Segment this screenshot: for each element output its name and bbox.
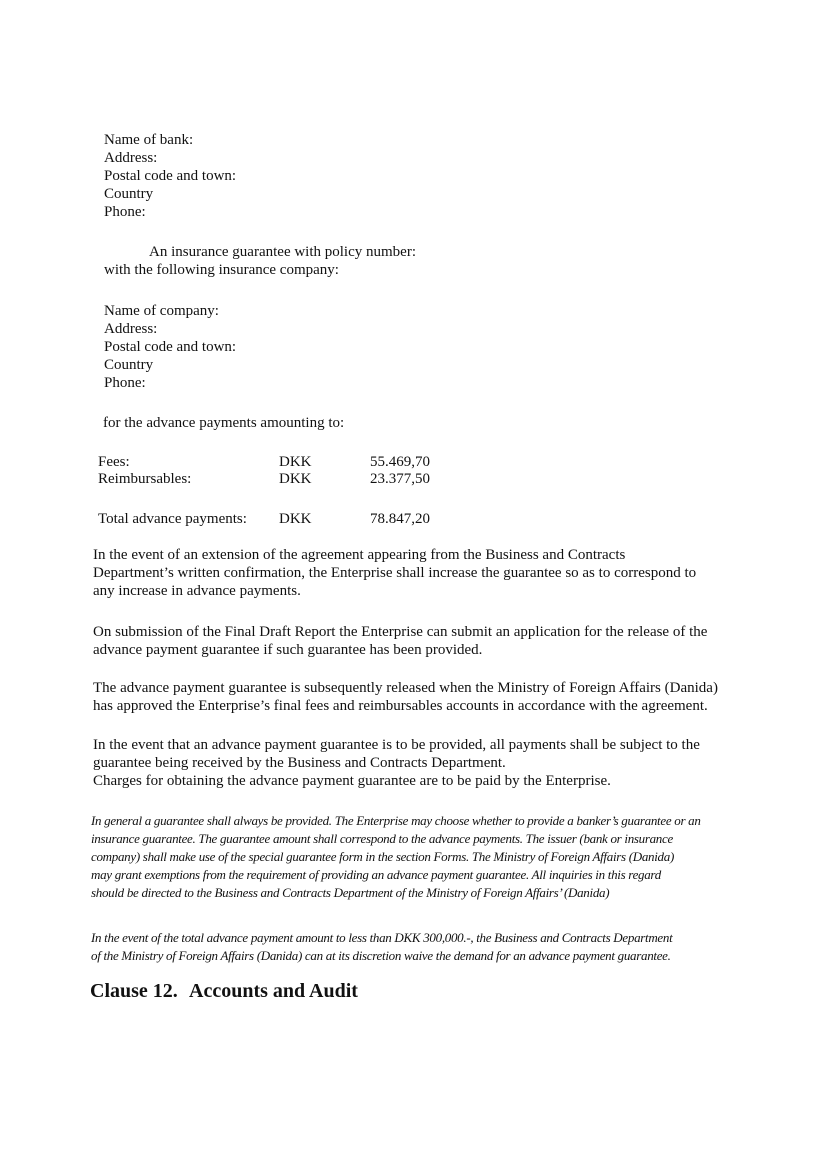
bank-phone-label: Phone: — [104, 204, 146, 220]
reimbursables-currency: DKK — [279, 471, 312, 487]
paragraph-release — [93, 679, 783, 715]
insurance-company-line: with the following insurance company: — [104, 262, 339, 278]
paragraph-extension — [93, 546, 783, 600]
paragraph-line: In the event of an extension of the agreement appearing from the Business and Contracts — [93, 547, 626, 563]
note-line: should be directed to the Business and Contracts Department of the Ministry of Foreign Affairs’ (Danida) — [91, 885, 610, 900]
bank-address-label: Address: — [104, 150, 158, 166]
paragraph-line: Department’s written confirmation, the Enterprise shall increase the guarantee so as to correspond to — [93, 565, 697, 581]
paragraph-line: The advance payment guarantee is subsequently released when the Ministry of Foreign Affairs (Danida) — [93, 680, 718, 696]
note-line: In the event of the total advance payment amount to less than DKK 300,000.-, the Business and Contracts Department — [91, 930, 673, 945]
clause-heading — [90, 979, 358, 1003]
note-line: In general a guarantee shall always be provided. The Enterprise may choose whether to provide a banker’s guarantee or an — [91, 813, 701, 828]
reimbursables-value: 23.377,50 — [370, 471, 430, 487]
fees-label: Fees: — [98, 454, 130, 470]
paragraph-line: advance payment guarantee if such guarantee has been provided. — [93, 642, 483, 658]
clause-title: Accounts and Audit — [189, 980, 358, 1002]
insurance-guarantee-intro — [104, 243, 416, 279]
company-name-label: Name of company: — [104, 303, 219, 319]
insurance-policy-line: An insurance guarantee with policy number: — [149, 244, 416, 260]
bank-name-label: Name of bank: — [104, 132, 194, 148]
paragraph-line: On submission of the Final Draft Report the Enterprise can submit an application for the release of the — [93, 624, 708, 640]
bank-country-label: Country — [104, 186, 154, 202]
company-postal-label: Postal code and town: — [104, 339, 237, 355]
paragraph-line: any increase in advance payments. — [93, 583, 301, 599]
company-phone-label: Phone: — [104, 375, 146, 391]
note-line: company) shall make use of the special guarantee form in the section Forms. The Ministry of Foreign Affairs (Danida) — [91, 849, 674, 864]
company-details-block — [104, 302, 236, 392]
bank-details-block — [104, 131, 236, 221]
note-line: of the Ministry of Foreign Affairs (Danida) can at its discretion waive the demand for an advance payment guarantee. — [91, 948, 671, 963]
advance-payments-intro: for the advance payments amounting to: — [103, 415, 345, 431]
reimbursables-label: Reimbursables: — [98, 471, 192, 487]
paragraph-final-draft — [93, 623, 783, 659]
total-label: Total advance payments: — [98, 511, 247, 527]
fees-currency: DKK — [279, 454, 312, 470]
paragraph-line: In the event that an advance payment guarantee is to be provided, all payments shall be subject to the — [93, 737, 700, 753]
note-general-guarantee — [91, 812, 783, 902]
paragraph-line: Charges for obtaining the advance payment guarantee are to be paid by the Enterprise. — [93, 773, 611, 789]
fees-value: 55.469,70 — [370, 454, 430, 470]
bank-postal-label: Postal code and town: — [104, 168, 237, 184]
clause-number: Clause 12. — [90, 980, 178, 1002]
total-value: 78.847,20 — [370, 511, 430, 527]
paragraph-line: has approved the Enterprise’s final fees and reimbursables accounts in accordance with the agreement. — [93, 698, 708, 714]
note-line: may grant exemptions from the requirement of providing an advance payment guarantee. All inquiries in this regard — [91, 867, 661, 882]
total-currency: DKK — [279, 511, 312, 527]
company-country-label: Country — [104, 357, 154, 373]
note-threshold — [91, 929, 783, 965]
company-address-label: Address: — [104, 321, 158, 337]
note-line: insurance guarantee. The guarantee amount shall correspond to the advance payments. The issuer (bank or insurance — [91, 831, 673, 846]
paragraph-event — [93, 736, 783, 790]
paragraph-line: guarantee being received by the Business and Contracts Department. — [93, 755, 506, 771]
